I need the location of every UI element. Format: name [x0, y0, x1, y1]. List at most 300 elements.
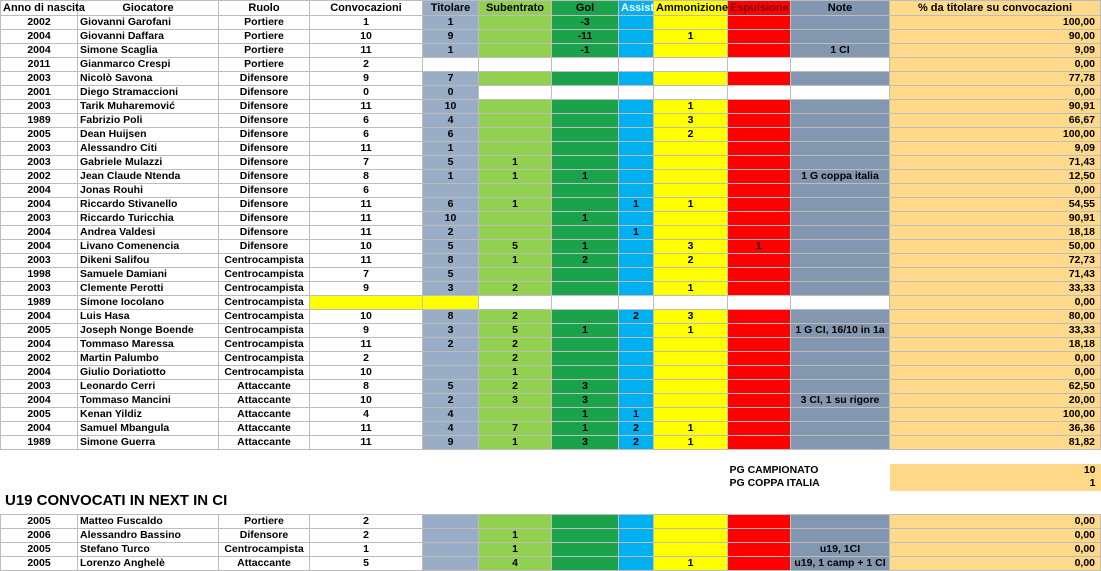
- cell-goals: 1: [552, 422, 619, 436]
- cell-red: [728, 366, 791, 380]
- cell-birth-year: 2004: [1, 422, 78, 436]
- cell-red: [728, 44, 791, 58]
- cell-call-ups: 6: [310, 184, 423, 198]
- table-row: [1, 436, 1101, 450]
- cell-assists: [619, 44, 654, 58]
- cell-player: Riccardo Turicchia: [78, 212, 219, 226]
- cell-birth-year: 2003: [1, 254, 78, 268]
- cell-birth-year: 2005: [1, 543, 78, 557]
- cell-goals: [552, 543, 619, 557]
- header-call-ups: Convocazioni: [310, 1, 423, 16]
- cell-starter: [423, 296, 479, 310]
- cell-notes: [791, 380, 890, 394]
- cell-birth-year: 2004: [1, 198, 78, 212]
- cell-red: [728, 58, 791, 72]
- cell-goals: 1: [552, 170, 619, 184]
- cell-starter: [423, 557, 479, 571]
- cell-yellow: [654, 543, 728, 557]
- pg-spacer: [1, 464, 728, 477]
- pg-row: [1, 464, 1101, 477]
- cell-red: [728, 86, 791, 100]
- cell-red: [728, 543, 791, 557]
- cell-role: Portiere: [219, 44, 310, 58]
- pg-label: PG COPPA ITALIA: [729, 477, 820, 489]
- cell-yellow: [654, 268, 728, 282]
- cell-role: Difensore: [219, 184, 310, 198]
- cell-call-ups: 11: [310, 44, 423, 58]
- cell-birth-year: 2003: [1, 142, 78, 156]
- header-assists: Assist: [619, 1, 654, 16]
- cell-player: Samuel Mbangula: [78, 422, 219, 436]
- cell-role: Difensore: [219, 72, 310, 86]
- cell-assists: [619, 170, 654, 184]
- table-row: [1, 128, 1101, 142]
- cell-starter-pct: 62,50: [890, 380, 1101, 394]
- cell-call-ups: 2: [310, 529, 423, 543]
- cell-role: Difensore: [219, 100, 310, 114]
- cell-red: [728, 408, 791, 422]
- cell-role: Attaccante: [219, 394, 310, 408]
- cell-assists: 1: [619, 408, 654, 422]
- cell-birth-year: 2004: [1, 30, 78, 44]
- cell-starter: 9: [423, 436, 479, 450]
- cell-starter-pct: 90,91: [890, 212, 1101, 226]
- table-row: [1, 184, 1101, 198]
- cell-role: Difensore: [219, 142, 310, 156]
- cell-goals: 1: [552, 324, 619, 338]
- cell-red: [728, 422, 791, 436]
- cell-sub: 2: [479, 380, 552, 394]
- cell-notes: [791, 240, 890, 254]
- cell-sub: 4: [479, 557, 552, 571]
- cell-starter-pct: 33,33: [890, 282, 1101, 296]
- cell-assists: [619, 114, 654, 128]
- cell-sub: [479, 128, 552, 142]
- cell-sub: 1: [479, 198, 552, 212]
- cell-player: Tommaso Maressa: [78, 338, 219, 352]
- cell-starter: 3: [423, 324, 479, 338]
- cell-starter: [423, 58, 479, 72]
- cell-goals: [552, 184, 619, 198]
- cell-yellow: 1: [654, 557, 728, 571]
- cell-role: Attaccante: [219, 422, 310, 436]
- header-player: Giocatore: [78, 1, 219, 16]
- cell-player: Gianmarco Crespi: [78, 58, 219, 72]
- cell-yellow: [654, 408, 728, 422]
- cell-sub: 1: [479, 170, 552, 184]
- cell-yellow: [654, 380, 728, 394]
- cell-notes: [791, 114, 890, 128]
- cell-call-ups: 7: [310, 156, 423, 170]
- cell-assists: 1: [619, 226, 654, 240]
- cell-call-ups: 11: [310, 212, 423, 226]
- cell-goals: [552, 296, 619, 310]
- cell-notes: [791, 156, 890, 170]
- cell-goals: [552, 282, 619, 296]
- pg-row: [1, 477, 1101, 491]
- cell-starter: 1: [423, 170, 479, 184]
- cell-starter: 1: [423, 16, 479, 30]
- cell-red: [728, 212, 791, 226]
- cell-assists: [619, 212, 654, 226]
- cell-notes: [791, 529, 890, 543]
- table-row: [1, 226, 1101, 240]
- cell-birth-year: 2002: [1, 352, 78, 366]
- cell-sub: [479, 212, 552, 226]
- cell-role: Centrocampista: [219, 296, 310, 310]
- cell-starter: 2: [423, 226, 479, 240]
- cell-goals: [552, 352, 619, 366]
- cell-assists: 2: [619, 436, 654, 450]
- cell-goals: [552, 226, 619, 240]
- cell-yellow: 1: [654, 422, 728, 436]
- cell-sub: [479, 72, 552, 86]
- cell-notes: [791, 515, 890, 529]
- cell-yellow: 1: [654, 324, 728, 338]
- cell-goals: 1: [552, 240, 619, 254]
- cell-call-ups: 8: [310, 170, 423, 184]
- cell-call-ups: [310, 296, 423, 310]
- header-role: Ruolo: [219, 1, 310, 16]
- pg-label: PG CAMPIONATO: [729, 464, 819, 476]
- table-row: [1, 394, 1101, 408]
- cell-assists: [619, 240, 654, 254]
- cell-goals: [552, 58, 619, 72]
- cell-sub: 3: [479, 394, 552, 408]
- cell-role: Attaccante: [219, 380, 310, 394]
- cell-call-ups: 9: [310, 72, 423, 86]
- cell-call-ups: 11: [310, 422, 423, 436]
- cell-assists: [619, 58, 654, 72]
- cell-notes: [791, 268, 890, 282]
- table-row: [1, 30, 1101, 44]
- cell-red: 1: [728, 240, 791, 254]
- table-row: [1, 408, 1101, 422]
- cell-starter: 8: [423, 254, 479, 268]
- cell-sub: 1: [479, 254, 552, 268]
- cell-assists: [619, 366, 654, 380]
- cell-player: Alessandro Bassino: [78, 529, 219, 543]
- cell-notes: u19, 1 camp + 1 CI: [791, 557, 890, 571]
- cell-red: [728, 324, 791, 338]
- cell-sub: [479, 268, 552, 282]
- cell-player: Lorenzo Anghelè: [78, 557, 219, 571]
- cell-sub: [479, 44, 552, 58]
- cell-starter: [423, 515, 479, 529]
- cell-yellow: [654, 142, 728, 156]
- cell-role: Centrocampista: [219, 543, 310, 557]
- cell-sub: [479, 184, 552, 198]
- cell-birth-year: 2004: [1, 338, 78, 352]
- cell-starter-pct: 36,36: [890, 422, 1101, 436]
- header-birth-year: Anno di nascita: [1, 1, 78, 16]
- cell-assists: [619, 86, 654, 100]
- cell-starter-pct: 71,43: [890, 156, 1101, 170]
- spacer-cell: [1, 450, 1101, 465]
- cell-assists: [619, 394, 654, 408]
- cell-birth-year: 1989: [1, 436, 78, 450]
- cell-call-ups: 10: [310, 240, 423, 254]
- cell-goals: [552, 338, 619, 352]
- cell-notes: [791, 30, 890, 44]
- cell-birth-year: 2004: [1, 310, 78, 324]
- cell-starter-pct: 0,00: [890, 515, 1101, 529]
- cell-yellow: [654, 226, 728, 240]
- cell-red: [728, 16, 791, 30]
- cell-assists: [619, 324, 654, 338]
- cell-assists: [619, 282, 654, 296]
- cell-notes: 1 CI: [791, 44, 890, 58]
- cell-notes: [791, 128, 890, 142]
- cell-birth-year: 2004: [1, 184, 78, 198]
- table-row: [1, 114, 1101, 128]
- cell-red: [728, 380, 791, 394]
- cell-starter-pct: 9,09: [890, 142, 1101, 156]
- cell-red: [728, 557, 791, 571]
- cell-notes: [791, 352, 890, 366]
- cell-role: Difensore: [219, 86, 310, 100]
- spacer-row: [1, 450, 1101, 465]
- table-row: [1, 198, 1101, 212]
- cell-yellow: 1: [654, 198, 728, 212]
- cell-goals: [552, 114, 619, 128]
- cell-notes: [791, 184, 890, 198]
- cell-call-ups: 10: [310, 394, 423, 408]
- cell-notes: [791, 310, 890, 324]
- cell-sub: 2: [479, 352, 552, 366]
- table-row: [1, 296, 1101, 310]
- cell-role: Centrocampista: [219, 310, 310, 324]
- cell-starter: 5: [423, 380, 479, 394]
- cell-player: Livano Comenencia: [78, 240, 219, 254]
- cell-goals: 1: [552, 212, 619, 226]
- cell-player: Andrea Valdesi: [78, 226, 219, 240]
- cell-role: Portiere: [219, 16, 310, 30]
- cell-sub: 2: [479, 282, 552, 296]
- cell-starter-pct: 80,00: [890, 310, 1101, 324]
- cell-red: [728, 515, 791, 529]
- cell-goals: [552, 100, 619, 114]
- cell-red: [728, 156, 791, 170]
- table-row: [1, 543, 1101, 557]
- cell-player: Simone Iocolano: [78, 296, 219, 310]
- cell-starter-pct: 54,55: [890, 198, 1101, 212]
- cell-yellow: [654, 394, 728, 408]
- cell-red: [728, 436, 791, 450]
- cell-red: [728, 198, 791, 212]
- table-row: [1, 72, 1101, 86]
- cell-yellow: [654, 296, 728, 310]
- cell-role: Attaccante: [219, 436, 310, 450]
- cell-yellow: [654, 44, 728, 58]
- cell-red: [728, 72, 791, 86]
- cell-sub: [479, 16, 552, 30]
- cell-call-ups: 2: [310, 352, 423, 366]
- cell-birth-year: 2005: [1, 515, 78, 529]
- cell-call-ups: 11: [310, 436, 423, 450]
- cell-call-ups: 7: [310, 268, 423, 282]
- cell-starter-pct: 0,00: [890, 58, 1101, 72]
- cell-call-ups: 10: [310, 310, 423, 324]
- cell-notes: [791, 142, 890, 156]
- cell-sub: 2: [479, 338, 552, 352]
- cell-starter: 2: [423, 338, 479, 352]
- cell-assists: [619, 254, 654, 268]
- cell-starter: 4: [423, 114, 479, 128]
- cell-player: Clemente Perotti: [78, 282, 219, 296]
- cell-player: Jonas Rouhi: [78, 184, 219, 198]
- cell-player: Giovanni Garofani: [78, 16, 219, 30]
- cell-assists: [619, 184, 654, 198]
- cell-starter: 10: [423, 100, 479, 114]
- table-row: [1, 86, 1101, 100]
- cell-yellow: 2: [654, 254, 728, 268]
- cell-starter: 8: [423, 310, 479, 324]
- cell-birth-year: 2004: [1, 44, 78, 58]
- cell-starter: 1: [423, 142, 479, 156]
- cell-birth-year: 2006: [1, 529, 78, 543]
- cell-role: Portiere: [219, 58, 310, 72]
- cell-sub: [479, 58, 552, 72]
- cell-notes: 1 G coppa italia: [791, 170, 890, 184]
- table-row: [1, 254, 1101, 268]
- cell-starter-pct: 0,00: [890, 543, 1101, 557]
- cell-role: Attaccante: [219, 408, 310, 422]
- cell-red: [728, 30, 791, 44]
- cell-starter: [423, 366, 479, 380]
- pg-value: 10: [890, 464, 1101, 477]
- cell-sub: 7: [479, 422, 552, 436]
- cell-call-ups: 2: [310, 515, 423, 529]
- cell-yellow: 3: [654, 240, 728, 254]
- cell-sub: [479, 100, 552, 114]
- cell-red: [728, 128, 791, 142]
- cell-birth-year: 2002: [1, 16, 78, 30]
- cell-yellow: 2: [654, 128, 728, 142]
- cell-starter-pct: 20,00: [890, 394, 1101, 408]
- cell-call-ups: 0: [310, 86, 423, 100]
- cell-yellow: [654, 58, 728, 72]
- cell-starter: 10: [423, 212, 479, 226]
- cell-starter: 6: [423, 198, 479, 212]
- cell-notes: [791, 422, 890, 436]
- cell-birth-year: 2003: [1, 156, 78, 170]
- cell-red: [728, 352, 791, 366]
- cell-call-ups: 6: [310, 128, 423, 142]
- cell-starter-pct: 18,18: [890, 338, 1101, 352]
- cell-birth-year: 2003: [1, 212, 78, 226]
- cell-assists: [619, 380, 654, 394]
- cell-goals: -11: [552, 30, 619, 44]
- table-row: [1, 240, 1101, 254]
- cell-starter: [423, 529, 479, 543]
- cell-starter-pct: 77,78: [890, 72, 1101, 86]
- cell-starter-pct: 72,73: [890, 254, 1101, 268]
- cell-call-ups: 6: [310, 114, 423, 128]
- cell-red: [728, 310, 791, 324]
- cell-role: Centrocampista: [219, 324, 310, 338]
- cell-call-ups: 10: [310, 366, 423, 380]
- cell-red: [728, 170, 791, 184]
- cell-notes: [791, 72, 890, 86]
- cell-assists: 2: [619, 310, 654, 324]
- cell-yellow: [654, 170, 728, 184]
- cell-player: Leonardo Cerri: [78, 380, 219, 394]
- table-row: [1, 380, 1101, 394]
- cell-role: Difensore: [219, 114, 310, 128]
- cell-yellow: [654, 86, 728, 100]
- header-starter: Titolare: [423, 1, 479, 16]
- cell-starter-pct: 18,18: [890, 226, 1101, 240]
- cell-player: Riccardo Stivanello: [78, 198, 219, 212]
- stats-table-body: [1, 1, 1101, 571]
- cell-notes: [791, 86, 890, 100]
- cell-red: [728, 226, 791, 240]
- cell-birth-year: 2003: [1, 100, 78, 114]
- cell-notes: [791, 366, 890, 380]
- cell-player: Martin Palumbo: [78, 352, 219, 366]
- table-row: [1, 44, 1101, 58]
- table-row: [1, 268, 1101, 282]
- cell-sub: 1: [479, 436, 552, 450]
- cell-red: [728, 268, 791, 282]
- table-row: [1, 100, 1101, 114]
- cell-player: Diego Stramaccioni: [78, 86, 219, 100]
- header-starter-pct: % da titolare su convocazioni: [890, 1, 1101, 16]
- header-goals: Gol: [552, 1, 619, 16]
- cell-call-ups: 9: [310, 324, 423, 338]
- cell-yellow: [654, 72, 728, 86]
- cell-call-ups: 11: [310, 338, 423, 352]
- cell-starter-pct: 0,00: [890, 557, 1101, 571]
- cell-role: Difensore: [219, 529, 310, 543]
- cell-yellow: 1: [654, 100, 728, 114]
- cell-assists: [619, 128, 654, 142]
- cell-sub: 1: [479, 366, 552, 380]
- table-row: [1, 170, 1101, 184]
- cell-assists: [619, 338, 654, 352]
- cell-birth-year: 2003: [1, 380, 78, 394]
- cell-starter: [423, 352, 479, 366]
- cell-notes: [791, 100, 890, 114]
- cell-starter-pct: 71,43: [890, 268, 1101, 282]
- cell-birth-year: 2003: [1, 72, 78, 86]
- cell-yellow: 1: [654, 436, 728, 450]
- section-title: U19 CONVOCATI IN NEXT IN CI: [5, 492, 228, 509]
- table-row: [1, 366, 1101, 380]
- cell-birth-year: 2003: [1, 282, 78, 296]
- cell-role: Difensore: [219, 198, 310, 212]
- cell-goals: [552, 515, 619, 529]
- cell-birth-year: 2004: [1, 240, 78, 254]
- cell-goals: [552, 142, 619, 156]
- cell-notes: [791, 282, 890, 296]
- table-row: [1, 324, 1101, 338]
- cell-goals: 1: [552, 408, 619, 422]
- cell-birth-year: 2002: [1, 170, 78, 184]
- table-row: [1, 212, 1101, 226]
- cell-call-ups: 8: [310, 380, 423, 394]
- cell-call-ups: 1: [310, 543, 423, 557]
- cell-goals: [552, 366, 619, 380]
- cell-red: [728, 529, 791, 543]
- cell-goals: -1: [552, 44, 619, 58]
- cell-call-ups: 11: [310, 254, 423, 268]
- cell-starter: 9: [423, 30, 479, 44]
- cell-yellow: [654, 515, 728, 529]
- cell-starter-pct: 9,09: [890, 44, 1101, 58]
- cell-role: Difensore: [219, 170, 310, 184]
